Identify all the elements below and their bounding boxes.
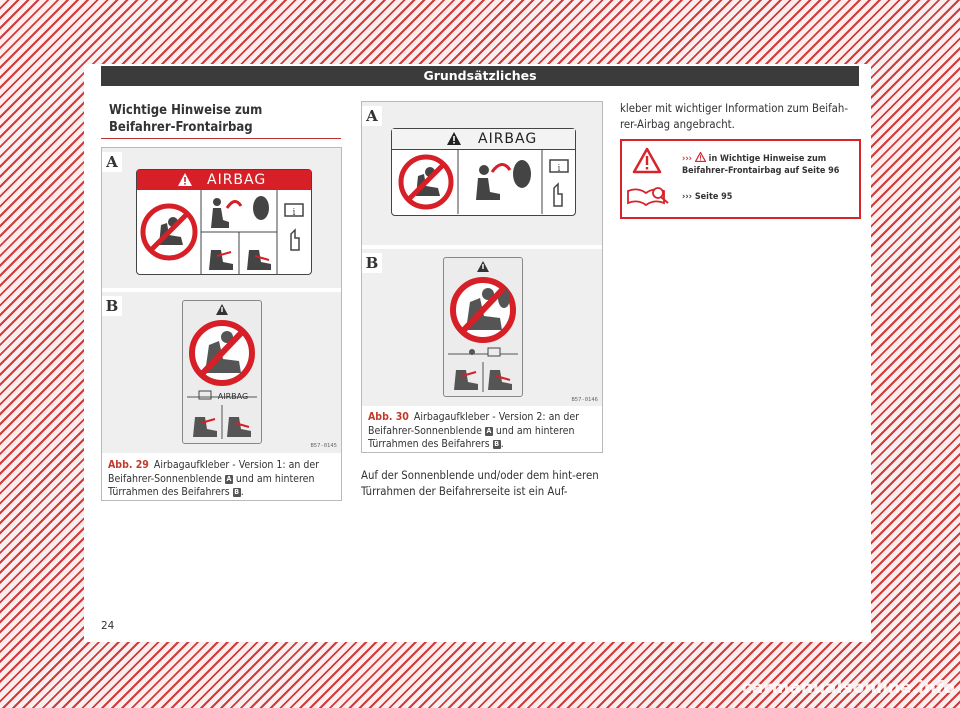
sticker-pictograms — [137, 190, 311, 274]
panel-b — [102, 292, 341, 453]
sticker-b-pictograms — [444, 258, 522, 396]
sticker-pictograms — [392, 150, 575, 214]
sticker-airbag-text: AIRBAG — [207, 172, 267, 188]
panel-b-letter: B — [102, 296, 122, 316]
caption-text-2: und am hinteren Türrahmen des Beifahrers — [108, 472, 315, 498]
caption-letter-a: A — [226, 474, 232, 483]
panel-b — [362, 249, 602, 406]
reference-link-page[interactable] — [682, 191, 732, 203]
ref-page-text: Seite 95 — [694, 192, 733, 202]
warning-triangle-icon — [632, 147, 662, 174]
figure-29-caption — [108, 459, 335, 500]
svg-text:i: i — [557, 164, 561, 174]
figure-code: B57-0145 — [310, 443, 337, 449]
caption-text-3: . — [500, 438, 504, 450]
caption-text-3: . — [240, 486, 244, 498]
airbag-sticker-a — [391, 128, 576, 216]
figure-number: Abb. 30 — [368, 411, 409, 423]
airbag-sticker-b — [182, 300, 262, 444]
header-title: Grundsätzliches — [423, 68, 537, 83]
caption-letter-a: A — [486, 426, 492, 435]
inline-warning-icon — [695, 152, 706, 162]
environment-note-icon — [624, 185, 672, 207]
caption-letter-b: B — [494, 440, 500, 448]
panel-a-letter: A — [102, 152, 122, 172]
reference-link-warning[interactable] — [682, 152, 852, 177]
page-number: 24 — [101, 620, 115, 632]
figure-29 — [101, 147, 342, 501]
title-rule — [101, 138, 341, 139]
body-text-column-2: Auf der Sonnenblende und/oder dem hint-eren Türrahmen der Beifahrerseite ist ein Auf- — [361, 469, 599, 498]
figure-code: B57-0146 — [571, 397, 598, 403]
sticker-b-airbag-text: AIRBAG — [217, 392, 249, 401]
warning-reference-box — [620, 139, 861, 219]
warning-icon — [177, 172, 193, 187]
caption-text-1: Airbagaufkleber - Version 2: an der Beifahrer-Sonnenblende — [368, 411, 580, 437]
ref-arrows: ››› — [682, 154, 693, 164]
caption-text-2: und am hinteren Türrahmen des Beifahrers — [368, 424, 575, 450]
svg-text:i: i — [292, 208, 296, 218]
panel-a — [362, 102, 602, 245]
panel-a — [102, 148, 341, 288]
body-text-column-3: kleber mit wichtiger Information zum Beifah-rer-Airbag angebracht. — [620, 102, 848, 131]
airbag-sticker-b — [443, 257, 523, 397]
figure-30 — [361, 101, 603, 453]
ref-arrows: ››› — [682, 192, 693, 202]
warning-icon — [446, 131, 462, 146]
section-title: Wichtige Hinweise zum Beifahrer-Frontairbag — [109, 103, 263, 135]
figure-30-caption — [368, 411, 596, 452]
sticker-airbag-text: AIRBAG — [478, 131, 538, 147]
sticker-b-pictograms — [183, 301, 261, 443]
panel-b-letter: B — [362, 253, 382, 273]
caption-text-1: Airbagaufkleber - Version 1: an der Beifahrer-Sonnenblende — [108, 459, 320, 485]
ref-warning-text: in Wichtige Hinweise zum Beifahrer-Frontairbag auf Seite 96 — [682, 154, 840, 176]
header-bar — [101, 66, 859, 86]
watermark: carmanualsonline.info — [741, 678, 955, 698]
caption-letter-b: B — [234, 488, 240, 496]
airbag-sticker-a — [136, 169, 312, 275]
panel-a-letter: A — [362, 106, 382, 126]
figure-number: Abb. 29 — [108, 459, 149, 471]
